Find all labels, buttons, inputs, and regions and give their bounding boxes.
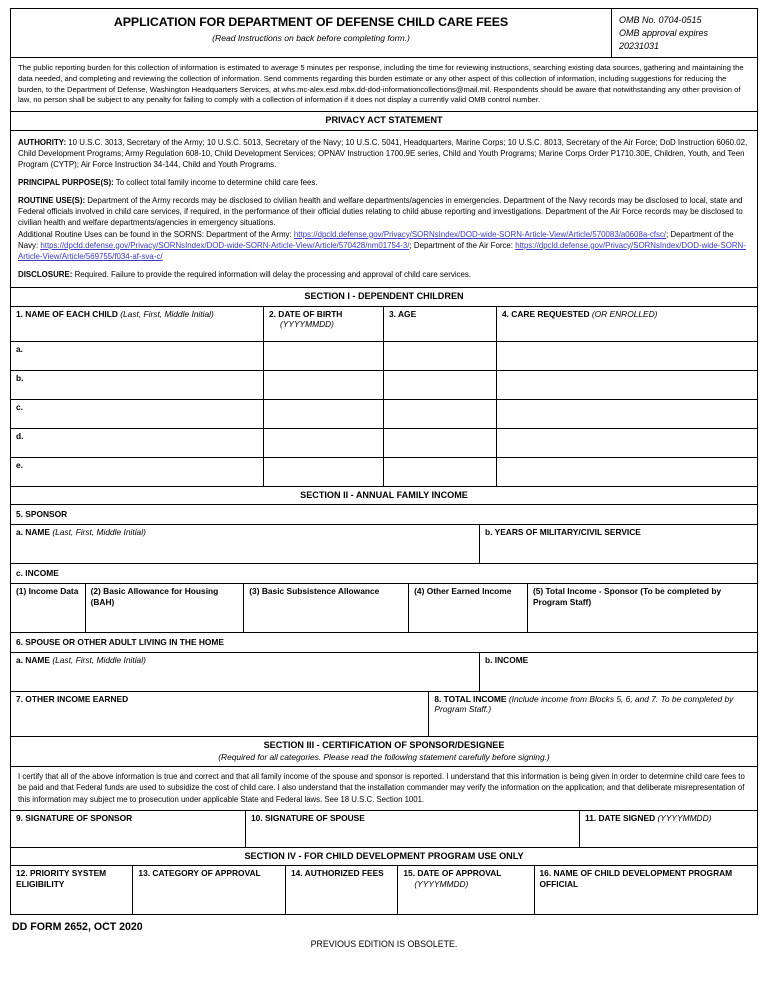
sponsor-name-hint: (Last, First, Middle Initial) [52, 527, 146, 538]
block5-name-row [11, 524, 757, 563]
signature-of-sponsor-field[interactable] [11, 811, 245, 847]
authority-label: AUTHORITY: [18, 138, 67, 148]
total-income-hint: (Include income from Blocks 5, 6, and 7. To be completed by Program Staff.) [434, 693, 734, 715]
disclosure-text: Required. Failure to provide the required information will delay the processing and approval of child care services. [72, 269, 472, 279]
income-data-field[interactable] [11, 584, 85, 632]
omb-number: OMB No. 0704-0515 [619, 15, 702, 25]
table-row [11, 428, 757, 457]
block5c-row [11, 563, 757, 583]
child-age-cell-c[interactable] [383, 400, 496, 428]
date-of-approval-hint: (YYYYMMDD) [414, 879, 469, 890]
col-header-age-label: 3. AGE [389, 308, 417, 319]
signature-of-spouse-label: 10. SIGNATURE OF SPOUSE [251, 812, 365, 823]
omb-block [611, 9, 757, 57]
child-name-cell-c[interactable] [11, 400, 263, 428]
child-name-cell-b[interactable] [11, 371, 263, 399]
section4-fields-row [11, 865, 757, 914]
section3-bar: SECTION III - CERTIFICATION OF SPONSOR/DESIGNEE [263, 739, 505, 750]
section3-bar-subtitle: (Required for all categories. Please read the following statement carefully before signing.) [218, 752, 550, 763]
sponsor-years-service-label: b. YEARS OF MILITARY/CIVIL SERVICE [485, 527, 641, 538]
other-income-earned-field[interactable] [11, 692, 428, 736]
child-age-cell-a[interactable] [383, 342, 496, 370]
certification-row [11, 766, 757, 809]
child-age-cell-d[interactable] [383, 429, 496, 457]
block5-sponsor-label: 5. SPONSOR [16, 509, 68, 520]
row-marker-e: e. [16, 459, 23, 470]
date-signed-hint: (YYYYMMDD) [657, 812, 712, 823]
row-marker-c: c. [16, 401, 23, 412]
dd-form-2652 [10, 8, 758, 915]
disclosure-paragraph [18, 269, 750, 280]
section4-bar: SECTION IV - FOR CHILD DEVELOPMENT PROGRAM USE ONLY [244, 850, 524, 861]
signature-row [11, 810, 757, 847]
child-dob-cell-a[interactable] [263, 342, 383, 370]
principal-purpose-paragraph [18, 177, 750, 188]
omb-expires-date: 20231031 [619, 41, 660, 52]
col-header-date-of-birth-label: 2. DATE OF BIRTH [269, 308, 343, 319]
routine-use-af-sep: ; Department of the Air Force: [409, 240, 516, 250]
omb-expires-label: OMB approval expires [619, 28, 709, 39]
block7-block8-row [11, 691, 757, 736]
previous-edition-notice: PREVIOUS EDITION IS OBSOLETE. [310, 939, 458, 950]
other-income-earned-label: 7. OTHER INCOME EARNED [16, 693, 129, 704]
total-income-sponsor-label: (5) Total Income - Sponsor (To be completed by Program Staff) [532, 585, 722, 607]
block5-row [11, 504, 757, 524]
child-name-cell-e[interactable] [11, 458, 263, 486]
bah-field[interactable] [85, 584, 244, 632]
child-care-cell-c[interactable] [496, 400, 757, 428]
disclosure-label: DISCLOSURE: [18, 269, 73, 279]
bah-label: (2) Basic Allowance for Housing (BAH) [90, 585, 219, 607]
spouse-name-label: a. NAME [16, 654, 50, 665]
section1-header-row [11, 306, 757, 341]
child-care-cell-b[interactable] [496, 371, 757, 399]
sponsor-name-label: a. NAME [16, 527, 50, 538]
other-earned-income-label: (4) Other Earned Income [414, 585, 512, 596]
authority-text: 10 U.S.C. 3013, Secretary of the Army; 10 U.S.C. 5013, Secretary of the Navy; 10 U.S.C. 5041, Headquarters, Marine Corps; 10 U.S.C. 8013, Secretary of the Air Force; DoD Instruction 6060.02, Child Development Programs; Army Regulation 608-10, Child Development Services; OPNAV Instruction 1700.9E series, Child and Youth Programs; Marine Corps Order P1710.30E, Children, Youth, and Teen Program (CYTP); Air Force Instruction 34-144, Child and Youth Programs. [18, 138, 748, 170]
block5c-income-label-cell [11, 564, 757, 583]
income-data-label: (1) Income Data [16, 585, 79, 596]
child-care-cell-d[interactable] [496, 429, 757, 457]
routine-use-label: ROUTINE USE(S): [18, 196, 86, 206]
section3-bar-row [11, 736, 757, 767]
spouse-name-hint: (Last, First, Middle Initial) [52, 654, 146, 665]
routine-use-navy-sep: ; Department of the Navy: [18, 229, 734, 250]
col-header-care-requested-label: 4. CARE REQUESTED [502, 308, 590, 319]
authorized-fees-label: 14. AUTHORIZED FEES [291, 868, 384, 879]
basic-subsistence-allowance-label: (3) Basic Subsistence Allowance [249, 585, 380, 596]
col-header-date-of-birth-hint: (YYYYMMDD) [280, 319, 334, 330]
table-row [11, 399, 757, 428]
category-of-approval-field[interactable] [132, 866, 285, 914]
block6-row [11, 632, 757, 652]
burden-statement-row [11, 57, 757, 111]
spouse-income-label: b. INCOME [485, 654, 529, 665]
certification-statement: I certify that all of the above information is true and correct and that all family income of the spouse and sponsor is reported. I understand that this information is being given in order to determine child care fees to be paid and that Federal funds are used to subsidize the cost of child care. I also understand that the installation commander may verify the information on the application; and that deliberate misrepresentation of this information may subject me to prosecution under applicable State and Federal laws. See 18 U.S.C. Section 1001. [18, 772, 745, 804]
block6-name-row [11, 652, 757, 691]
child-dob-cell-c[interactable] [263, 400, 383, 428]
child-care-cell-e[interactable] [496, 458, 757, 486]
signature-of-sponsor-label: 9. SIGNATURE OF SPONSOR [16, 812, 133, 823]
block5-sponsor-label-cell [11, 505, 757, 524]
routine-use-text: Department of the Army records may be disclosed to civilian health and welfare departments/agencies in emergencies. Department of the Navy records may be disclosed to local, state and Federal officials involved in child care services, if required, in the performance of their official duties relating to child abuse reporting and investigations. Department of the Air Force records may be disclosed to civilian health and welfare departments/agencies in emergency situations. [18, 196, 743, 228]
date-signed-label: 11. DATE SIGNED [585, 812, 656, 823]
date-of-approval-label: 15. DATE OF APPROVAL [403, 868, 502, 879]
col-header-child-name [11, 307, 263, 341]
child-age-cell-b[interactable] [383, 371, 496, 399]
routine-use-paragraph [18, 195, 750, 261]
sponsor-name-field[interactable] [11, 525, 479, 563]
privacy-act-body [11, 131, 757, 287]
form-title-block [11, 9, 611, 57]
privacy-act-heading: PRIVACY ACT STATEMENT [325, 115, 443, 126]
col-header-care-requested [496, 307, 757, 341]
section3-bar-cell [11, 737, 757, 767]
section4-bar-row [11, 847, 757, 866]
category-of-approval-label: 13. CATEGORY OF APPROVAL [138, 868, 261, 879]
program-official-name-label: 16. NAME OF CHILD DEVELOPMENT PROGRAM OFFICIAL [539, 868, 733, 890]
block5c-income-label: c. INCOME [16, 568, 59, 579]
routine-use-additional: Additional Routine Uses can be found in the SORNS: Department of the Army: [18, 229, 294, 239]
form-identifier: DD FORM 2652, OCT 2020 [12, 921, 143, 934]
col-header-date-of-birth [263, 307, 383, 341]
child-care-cell-a[interactable] [496, 342, 757, 370]
child-name-cell-a[interactable] [11, 342, 263, 370]
signature-of-spouse-field[interactable] [245, 811, 579, 847]
block6-spouse-label: 6. SPOUSE OR OTHER ADULT LIVING IN THE HOME [16, 636, 224, 647]
row-marker-b: b. [16, 372, 24, 383]
col-header-child-name-hint: (Last, First, Middle Initial) [120, 308, 214, 319]
child-age-cell-e[interactable] [383, 458, 496, 486]
priority-system-eligibility-label: 12. PRIORITY SYSTEM ELIGIBILITY [16, 868, 107, 890]
section2-bar-row [11, 486, 757, 505]
privacy-act-heading-row [11, 111, 757, 130]
child-dob-cell-d[interactable] [263, 429, 383, 457]
form-footer [10, 919, 758, 961]
date-signed-field[interactable] [579, 811, 757, 847]
page-title: APPLICATION FOR DEPARTMENT OF DEFENSE CHILD CARE FEES [113, 15, 509, 29]
spouse-name-field[interactable] [11, 653, 479, 691]
sorn-link-army[interactable]: https://dpcld.defense.gov/Privacy/SORNsIndex/DOD-wide-SORN-Article-View/Article/570083/a0608a-cfsc/ [293, 229, 667, 239]
child-name-cell-d[interactable] [11, 429, 263, 457]
col-header-care-requested-hint: (OR ENROLLED) [591, 308, 658, 319]
income-table-row [11, 583, 757, 632]
col-header-child-name-label: 1. NAME OF EACH CHILD [16, 308, 118, 319]
sorn-link-navy[interactable]: https://dpcld.defense.gov/Privacy/SORNsIndex/DOD-wide-SORN-Article-View/Article/570428/nm01754-3/ [40, 240, 410, 250]
table-row [11, 370, 757, 399]
spouse-income-field[interactable] [479, 653, 757, 691]
form-subtitle: (Read Instructions on back before completing form.) [212, 32, 410, 43]
row-marker-a: a. [16, 343, 23, 354]
sorn-link-air-force[interactable]: https://dpcld.defense.gov/Privacy/SORNsIndex/DOD-wide-SORN-Article-View/Article/569755/f034-af-sva-c/ [18, 240, 746, 261]
total-income-label: 8. TOTAL INCOME [434, 693, 507, 704]
program-official-name-field[interactable] [534, 866, 757, 914]
principal-purpose-text: To collect total family income to determine child care fees. [113, 178, 318, 188]
col-header-age [383, 307, 496, 341]
authority-paragraph [18, 137, 750, 170]
form-header [11, 9, 757, 57]
total-income-sponsor-field[interactable] [527, 584, 757, 632]
section1-bar-row [11, 287, 757, 306]
section2-bar: SECTION II - ANNUAL FAMILY INCOME [300, 489, 468, 500]
row-marker-d: d. [16, 430, 24, 441]
date-of-approval-field[interactable] [397, 866, 533, 914]
principal-purpose-label: PRINCIPAL PURPOSE(S): [18, 178, 114, 188]
priority-system-eligibility-field[interactable] [11, 866, 132, 914]
child-dob-cell-e[interactable] [263, 458, 383, 486]
privacy-act-body-row [11, 130, 757, 287]
table-row [11, 341, 757, 370]
basic-subsistence-allowance-field[interactable] [243, 584, 408, 632]
total-income-field[interactable] [428, 692, 757, 736]
table-row [11, 457, 757, 486]
block6-spouse-label-cell [11, 633, 757, 652]
sponsor-years-service-field[interactable] [479, 525, 757, 563]
section1-bar: SECTION I - DEPENDENT CHILDREN [304, 290, 464, 301]
authorized-fees-field[interactable] [285, 866, 397, 914]
burden-statement: The public reporting burden for this collection of information is estimated to average 5 minutes per response, including the time for reviewing instructions, searching existing data sources, gathering and maintaining the data needed, and completing and reviewing the collection of information. Send comments regarding this burden estimate or any other aspect of this collection of information, including suggestions for reducing the burden, to the Department of Defense, Washington Headquarters Services, at whs.mc-alex.esd.mbx.dd-dod-informationcollections@mail.mil. Respondents should be aware that notwithstanding any other provision of law, no person shall be subject to any penalty for failing to comply with a collection of information if it does not display a currently valid OMB control number. [18, 63, 744, 105]
child-dob-cell-b[interactable] [263, 371, 383, 399]
other-earned-income-field[interactable] [408, 584, 527, 632]
